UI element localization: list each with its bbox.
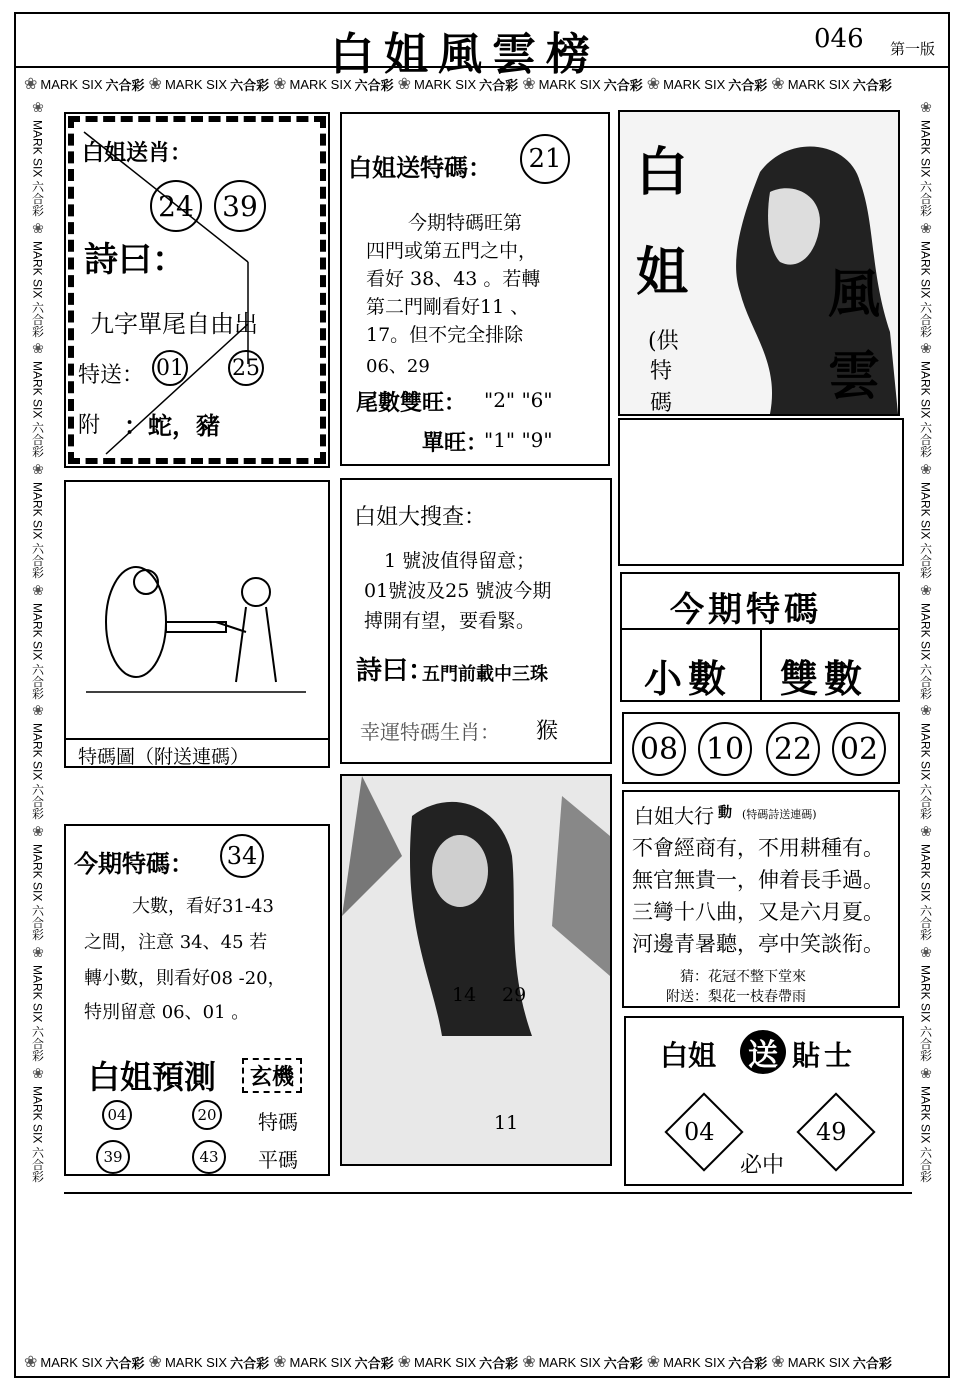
page-title: 白姐風雲榜: [330, 29, 600, 80]
box6-guess: 花冠不整下堂來: [708, 969, 806, 985]
box5-cell-2: 雙數: [780, 659, 869, 701]
flower-icon: ❀: [920, 220, 932, 237]
box5-number-4: 02: [832, 722, 886, 776]
box4-row1-a: 04: [102, 1100, 132, 1130]
box-this-period: [620, 572, 900, 702]
box2-tail-label: 尾數雙旺：: [356, 390, 467, 416]
brand-mark: MARK SIX: [40, 76, 103, 92]
brand-unit: MARK SIX 六合彩: [30, 844, 45, 941]
box6-extra-label: 附送：: [666, 989, 708, 1005]
box7-title-mid: 送: [740, 1030, 786, 1074]
box4-heading: 今期特碼：: [74, 851, 194, 878]
box1-extra-label: 附: [78, 413, 101, 438]
flower-icon: ❀: [32, 824, 44, 841]
brand-unit: [398, 1352, 519, 1372]
brand-unit: [771, 74, 892, 94]
flower-icon: ❀: [920, 944, 932, 961]
box7-title-left: 白姐: [660, 1040, 717, 1071]
brand-mark: MARK SIX: [289, 1354, 352, 1370]
box4-line-1: 大數，看好31-43: [132, 896, 274, 917]
flower-icon: ❀: [646, 1354, 661, 1371]
box1-special-1: 01: [152, 350, 188, 386]
brand-cn: 六合彩: [728, 1355, 768, 1371]
brand-unit: [273, 74, 394, 94]
brand-strip-top: [24, 72, 914, 96]
box2-single-values: "1" "9": [484, 428, 553, 452]
brand-cn: 六合彩: [603, 77, 643, 93]
photo2-number-2: 29: [502, 984, 527, 1006]
brand-unit: MARK SIX 六合彩: [30, 240, 45, 338]
portrait-caption-2: 特: [650, 359, 673, 384]
brand-mark: MARK SIX: [663, 76, 726, 92]
brand-cn: 六合彩: [105, 1355, 145, 1371]
box6-heading: 白姐大行: [634, 806, 714, 828]
brand-unit: MARK SIX 六合彩: [30, 482, 45, 579]
brand-unit: MARK SIX 六合彩: [30, 361, 45, 459]
brand-mark: MARK SIX: [289, 76, 352, 92]
box6-line-2: 無官無貴一，伸着長手過。: [632, 868, 884, 892]
flower-icon: ❀: [32, 100, 44, 116]
brand-cn: 六合彩: [728, 77, 768, 93]
box4-number: 34: [220, 834, 264, 878]
photo2-number-1: 14: [452, 984, 477, 1006]
flower-icon: ❀: [522, 1354, 536, 1371]
cartoon-image: [76, 502, 316, 722]
brand-unit: MARK SIX 六合彩: [918, 844, 933, 941]
brand-mark: MARK SIX: [663, 1354, 726, 1370]
brand-cn: 六合彩: [354, 1355, 394, 1371]
brand-mark: MARK SIX: [787, 76, 850, 92]
flower-icon: ❀: [920, 582, 932, 599]
box2-line-6: 06、29: [366, 356, 430, 377]
box3-lucky-label: 幸運特碼生肖：: [360, 720, 500, 744]
box3-lucky: 猴: [536, 719, 559, 744]
box1-heading: 白姐送肖：: [82, 140, 193, 165]
portrait-char-3: 風: [828, 264, 881, 325]
woman-image: [342, 776, 610, 1164]
brand-unit: MARK SIX 六合彩: [918, 361, 933, 459]
portrait-photo: [618, 110, 900, 416]
box4-line-2: 之間，注意 34、45 若: [84, 932, 268, 953]
box-fortune-animals: [64, 112, 330, 468]
brand-mark: MARK SIX: [164, 1354, 228, 1370]
box-special-code: [340, 112, 610, 466]
portrait-char-2: 姐: [636, 242, 689, 303]
box2-number: 21: [520, 134, 570, 184]
brand-unit: MARK SIX 六合彩: [30, 723, 45, 821]
box4-row2-a: 39: [96, 1140, 130, 1174]
box7-tag: 必中: [740, 1153, 785, 1178]
brand-unit: [24, 1352, 145, 1372]
flower-icon: ❀: [397, 76, 412, 93]
brand-unit: MARK SIX 六合彩: [918, 964, 933, 1062]
box-number-row: [622, 712, 900, 784]
brand-unit: MARK SIX 六合彩: [918, 1085, 933, 1183]
flower-icon: ❀: [920, 1065, 932, 1082]
brand-unit: [273, 1352, 394, 1372]
brand-unit: [522, 74, 643, 94]
box5-number-3: 22: [766, 722, 820, 776]
flower-icon: ❀: [522, 76, 536, 93]
brand-unit: MARK SIX 六合彩: [30, 120, 45, 217]
portrait-char-1: 白: [636, 142, 689, 203]
box7-number-1: 04: [684, 1118, 715, 1146]
box2-line-2: 四門或第五門之中，: [366, 240, 538, 262]
brand-unit: MARK SIX 六合彩: [918, 723, 933, 821]
box-great-action: [622, 790, 900, 1008]
brand-mark: MARK SIX: [414, 1354, 477, 1370]
brand-unit: MARK SIX 六合彩: [30, 1085, 45, 1183]
box6-sub: (特碼詩送連碼): [742, 808, 817, 821]
flower-icon: ❀: [32, 341, 44, 358]
flower-icon: ❀: [32, 582, 44, 599]
flower-icon: ❀: [148, 76, 162, 93]
brand-unit: [522, 1352, 643, 1372]
cartoon-caption: 特碼圖（附送連碼）: [78, 746, 250, 768]
box1-number-2: 39: [214, 180, 266, 232]
box6-extra: 梨花一枝春帶雨: [708, 989, 806, 1005]
brand-mark: MARK SIX: [787, 1354, 850, 1370]
flower-icon: ❀: [32, 1065, 44, 1082]
box2-line-1: 今期特碼旺第: [408, 212, 523, 234]
flower-icon: ❀: [148, 1354, 162, 1371]
box1-special-label: 特送：: [78, 363, 145, 388]
brand-unit: [24, 74, 145, 94]
box-search: [340, 478, 612, 764]
brand-cn: 六合彩: [479, 77, 519, 93]
flower-icon: ❀: [646, 76, 661, 93]
box-cartoon: [64, 480, 330, 768]
box2-line-4: 第二門剛看好11 、: [366, 296, 530, 318]
box4-line-4: 特別留意 06、01 。: [84, 1002, 250, 1023]
brand-cn: 六合彩: [852, 77, 892, 93]
brand-unit: MARK SIX 六合彩: [30, 964, 45, 1062]
header-divider: [14, 66, 950, 68]
brand-unit: [149, 74, 270, 94]
box7-title-right: 貼士: [792, 1040, 857, 1071]
flower-icon: ❀: [397, 1354, 412, 1371]
box3-poem-label: 詩曰：: [356, 655, 435, 685]
box6-line-4: 河邊青暑聽，亭中笑談衔。: [632, 932, 884, 956]
box3-heading: 白姐大搜查：: [354, 505, 487, 530]
box3-line-3: 搏開有望，要看緊。: [364, 610, 536, 632]
box2-line-5: 17。但不完全排除: [366, 324, 524, 346]
brand-cn: 六合彩: [230, 77, 270, 93]
brand-mark: MARK SIX: [538, 76, 601, 92]
portrait-char-4: 雲: [828, 346, 881, 407]
box-tips: [624, 1016, 904, 1186]
box2-line-3: 看好 38、43 。若轉: [366, 268, 541, 290]
brand-strip-bottom: [24, 1350, 914, 1374]
flower-icon: ❀: [32, 944, 44, 961]
brand-mark: MARK SIX: [538, 1354, 601, 1370]
box7-number-2: 49: [816, 1118, 847, 1146]
cartoon-divider: [66, 738, 328, 740]
flower-icon: ❀: [32, 703, 44, 720]
box5-title: 今期特碼: [670, 591, 822, 629]
flower-icon: ❀: [32, 220, 44, 237]
lower-divider: [64, 1192, 912, 1194]
flower-icon: ❀: [920, 341, 932, 358]
flower-icon: ❀: [771, 76, 785, 93]
flower-icon: ❀: [32, 462, 44, 479]
brand-cn: 六合彩: [230, 1355, 270, 1371]
brand-unit: MARK SIX 六合彩: [30, 602, 45, 700]
flower-icon: ❀: [24, 76, 38, 93]
brand-unit: MARK SIX 六合彩: [918, 240, 933, 338]
box2-single-label: 單旺：: [422, 430, 489, 456]
brand-strip-right: [914, 100, 938, 1345]
box4-row2-b: 43: [192, 1140, 226, 1174]
box4-line-3: 轉小數，則看好08 -20，: [84, 968, 286, 989]
issue-number: 046: [814, 24, 864, 54]
box5-cell-1: 小數: [644, 659, 733, 701]
flower-icon: ❀: [273, 76, 287, 93]
box6-heading-suffix: 動: [718, 805, 732, 821]
box3-line-2: 01號波及25 號波今期: [364, 580, 552, 602]
flower-icon: ❀: [771, 1354, 785, 1371]
brand-unit: MARK SIX 六合彩: [918, 120, 933, 217]
box1-poem: 九字單尾自由出: [90, 310, 258, 338]
box6-line-1: 不會經商有，不用耕種有。: [632, 836, 884, 860]
portrait-caption-1: (供: [648, 329, 679, 354]
flower-icon: ❀: [273, 1354, 287, 1371]
brand-unit: MARK SIX 六合彩: [918, 602, 933, 700]
flower-icon: ❀: [920, 703, 932, 720]
brand-unit: [647, 1352, 768, 1372]
box5-cell-divider: [760, 628, 762, 700]
brand-unit: [647, 74, 768, 94]
photo-woman: [340, 774, 612, 1166]
flower-icon: ❀: [920, 462, 932, 479]
brand-mark: MARK SIX: [164, 76, 228, 92]
brand-unit: [398, 74, 519, 94]
box4-forecast-badge: 玄機: [242, 1058, 302, 1093]
brand-mark: MARK SIX: [414, 76, 477, 92]
box1-poem-label: 詩曰：: [84, 241, 186, 279]
brand-cn: 六合彩: [479, 1355, 519, 1371]
box4-row1-b: 20: [192, 1100, 222, 1130]
brand-unit: [149, 1352, 270, 1372]
box5-number-1: 08: [632, 722, 686, 776]
box4-forecast-title: 白姐預測: [88, 1059, 217, 1095]
brand-cn: 六合彩: [852, 1355, 892, 1371]
flower-icon: ❀: [24, 1354, 38, 1371]
box5-number-2: 10: [698, 722, 752, 776]
box-this-period-code: [64, 824, 330, 1176]
brand-cn: 六合彩: [354, 77, 394, 93]
blank-box: [618, 418, 904, 566]
box2-tail-values: "2" "6": [484, 388, 553, 412]
portrait-caption-3: 碼: [650, 391, 673, 416]
brand-strip-left: [26, 100, 50, 1345]
brand-unit: [771, 1352, 892, 1372]
box2-heading: 白姐送特碼：: [348, 155, 492, 182]
edition-label: 第一版: [890, 40, 936, 58]
box1-special-2: 25: [228, 350, 264, 386]
box3-line-1: 1 號波值得留意；: [384, 550, 536, 572]
flower-icon: ❀: [920, 100, 932, 116]
box6-line-3: 三彎十八曲，又是六月夏。: [632, 900, 884, 924]
brand-mark: MARK SIX: [40, 1354, 103, 1370]
brand-unit: MARK SIX 六合彩: [918, 482, 933, 579]
brand-cn: 六合彩: [603, 1355, 643, 1371]
brand-cn: 六合彩: [105, 77, 145, 93]
photo2-number-3: 11: [494, 1112, 519, 1134]
box4-row2-label: 平碼: [258, 1148, 298, 1172]
box1-number-1: 24: [150, 180, 202, 232]
box6-guess-label: 猜：: [680, 969, 708, 985]
flower-icon: ❀: [920, 824, 932, 841]
box3-poem: 五門前載中三珠: [422, 664, 548, 685]
box1-extra: ：蛇，豬: [124, 411, 220, 440]
box4-row1-label: 特碼: [258, 1110, 298, 1134]
